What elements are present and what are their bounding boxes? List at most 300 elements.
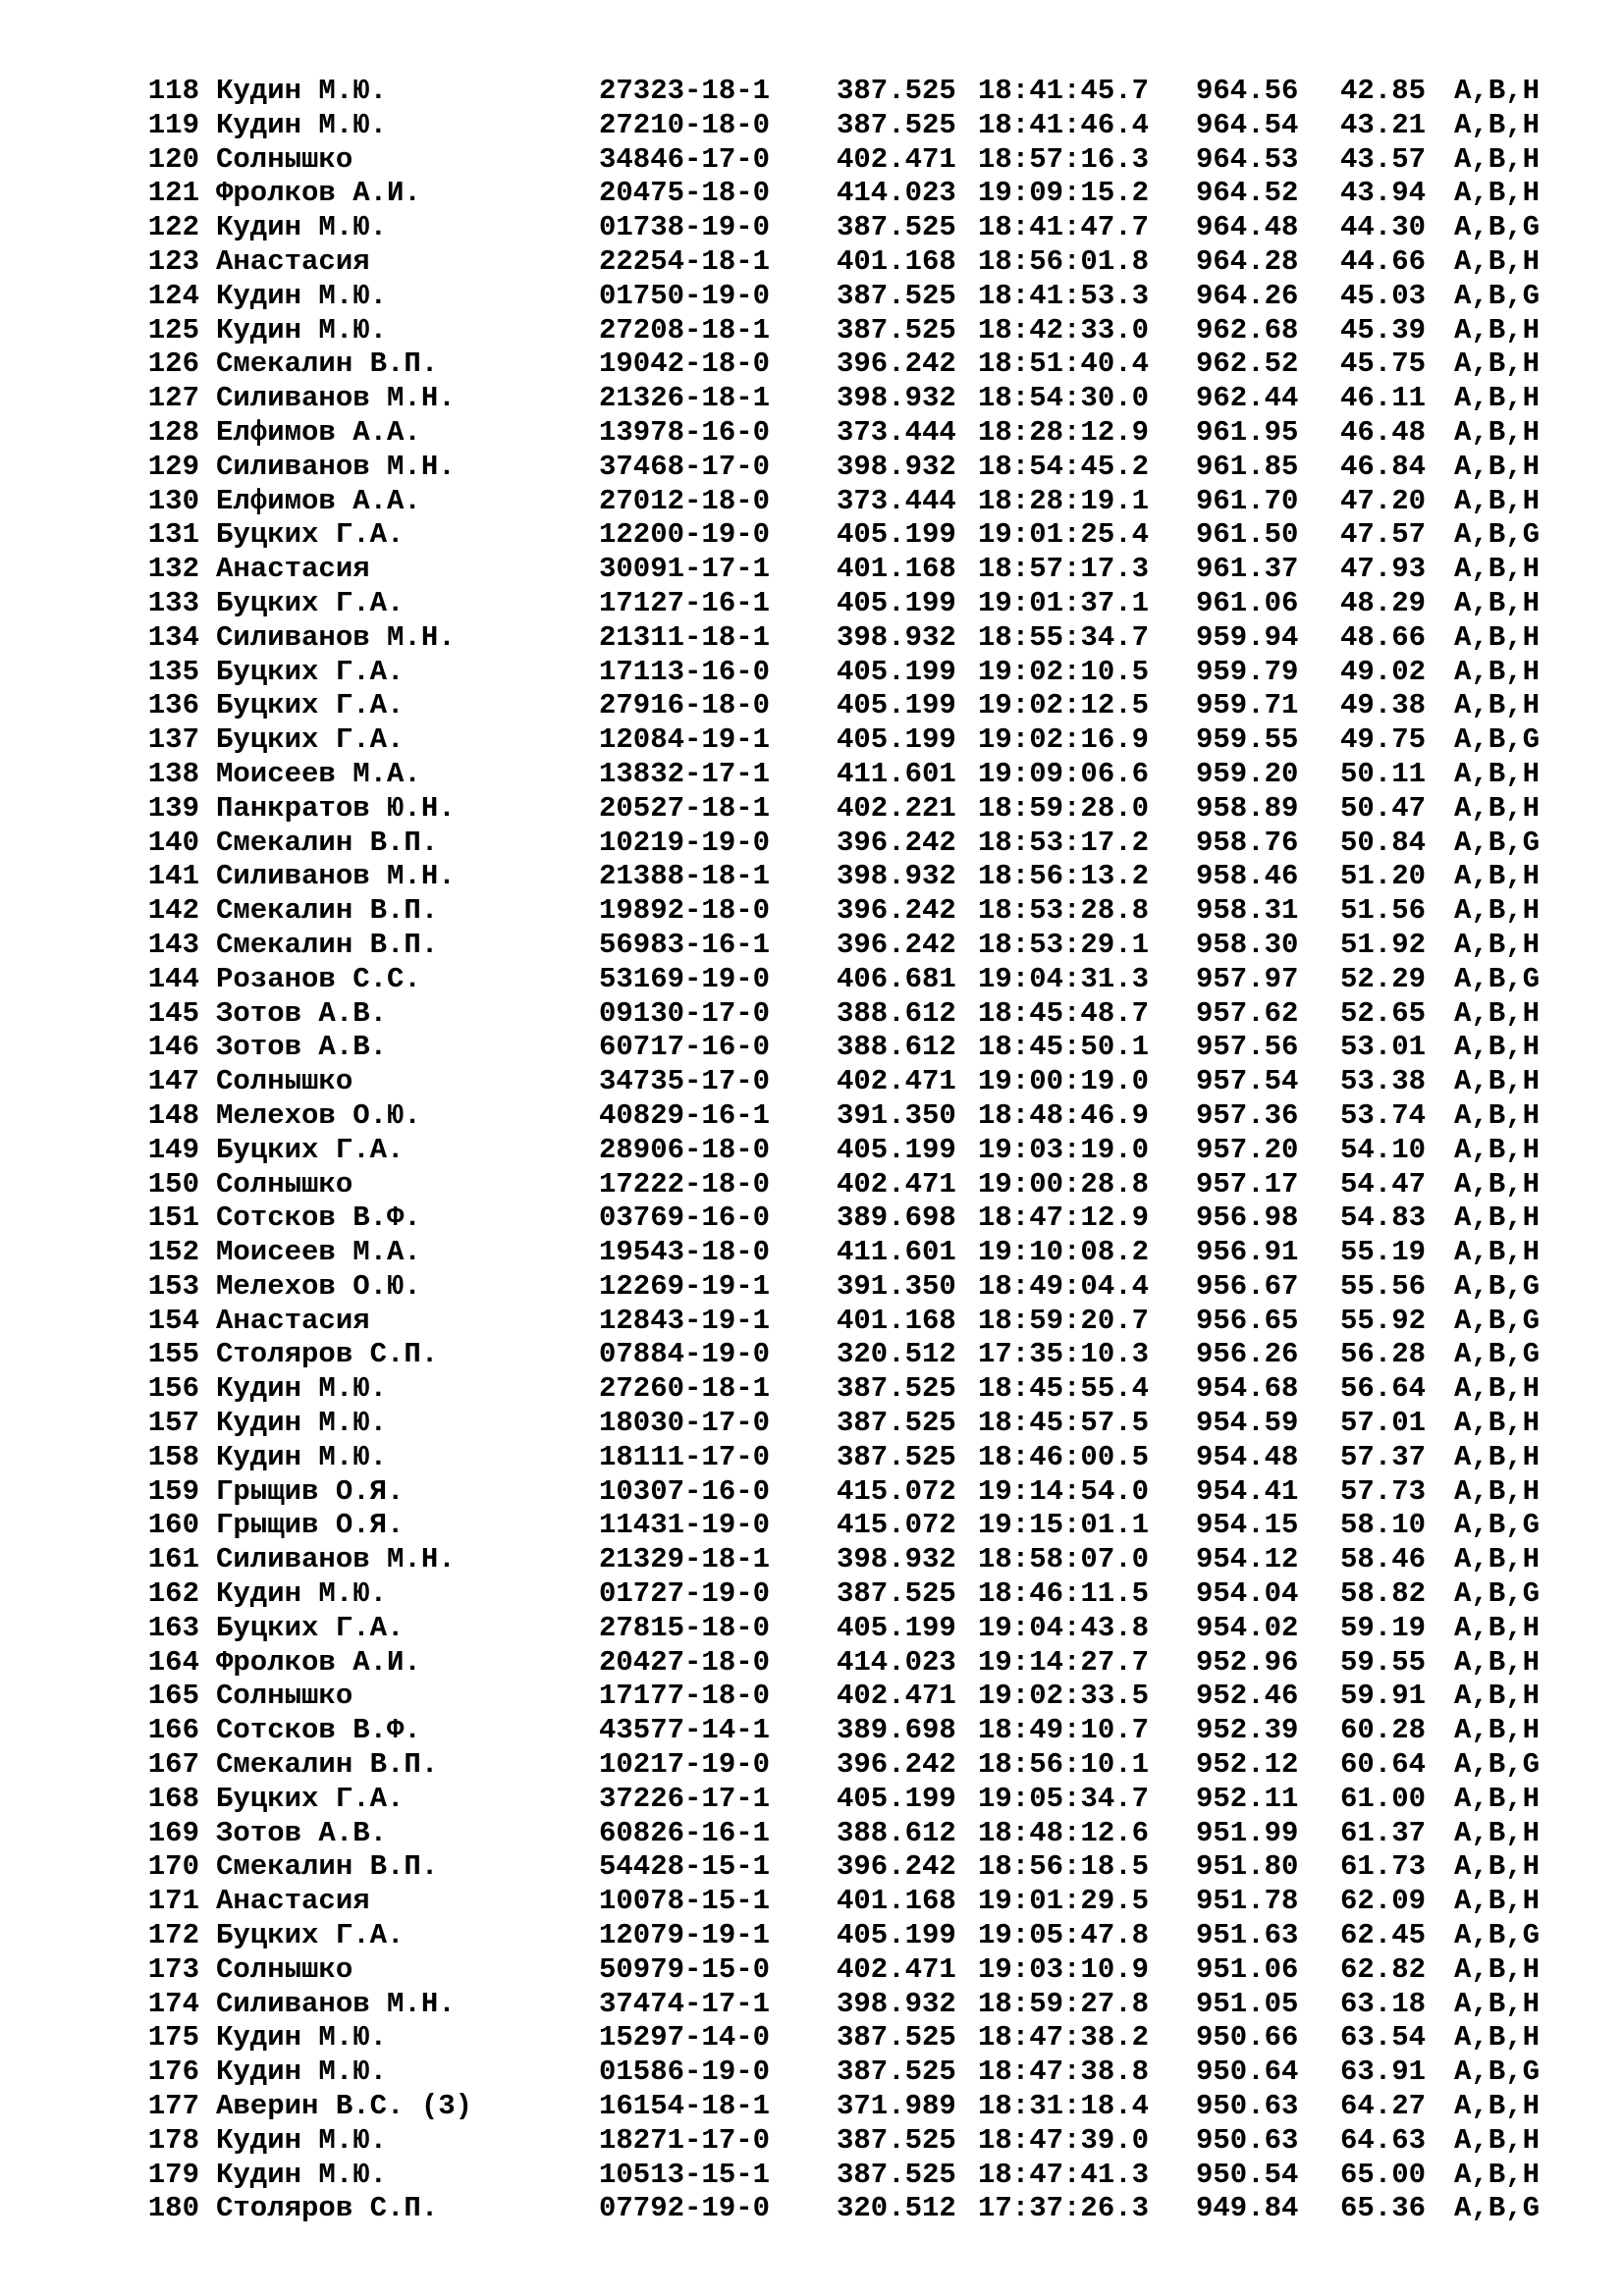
arrival-time: 19:14:54.0 [978, 1474, 1150, 1508]
arrival-time: 18:56:18.5 [978, 1850, 1150, 1884]
place-number: 120 [147, 142, 199, 176]
percent-value: 63.54 [1340, 2021, 1427, 2055]
table-row [144, 758, 1548, 792]
owner-name: Кудин М.Ю. [216, 211, 388, 244]
speed-value: 956.67 [1196, 1269, 1299, 1303]
place-number: 170 [147, 1850, 199, 1884]
arrival-time: 18:47:38.2 [978, 2021, 1150, 2055]
distance-value: 387.525 [837, 1372, 956, 1406]
percent-value: 63.91 [1340, 2056, 1427, 2089]
ring-number: 19543-18-0 [599, 1236, 771, 1269]
distance-value: 401.168 [837, 1304, 956, 1337]
arrival-time: 18:47:41.3 [978, 2158, 1150, 2191]
distance-value: 388.612 [837, 996, 956, 1030]
table-row [144, 894, 1548, 929]
speed-value: 964.53 [1196, 142, 1299, 176]
flags-value: A,B,H [1454, 1680, 1541, 1713]
owner-name: Солнышко [216, 1065, 353, 1098]
ring-number: 43577-14-1 [599, 1714, 771, 1747]
flags-value: A,B,H [1454, 1098, 1541, 1132]
place-number: 166 [147, 1714, 199, 1747]
flags-value: A,B,H [1454, 2158, 1541, 2191]
table-row [144, 1305, 1548, 1339]
distance-value: 387.525 [837, 211, 956, 244]
ring-number: 10219-19-0 [599, 826, 771, 859]
speed-value: 952.46 [1196, 1680, 1299, 1713]
distance-value: 373.444 [837, 484, 956, 517]
owner-name: Смекалин В.П. [216, 1748, 439, 1782]
speed-value: 951.80 [1196, 1850, 1299, 1884]
arrival-time: 18:31:18.4 [978, 2090, 1150, 2123]
flags-value: A,B,H [1454, 347, 1541, 381]
percent-value: 61.00 [1340, 1782, 1427, 1815]
percent-value: 45.39 [1340, 313, 1427, 347]
owner-name: Солнышко [216, 1952, 353, 1986]
flags-value: A,B,G [1454, 723, 1541, 757]
speed-value: 961.50 [1196, 518, 1299, 552]
percent-value: 51.56 [1340, 894, 1427, 928]
arrival-time: 18:56:13.2 [978, 860, 1150, 893]
place-number: 147 [147, 1065, 199, 1098]
speed-value: 949.84 [1196, 2192, 1299, 2225]
owner-name: Кудин М.Ю. [216, 2021, 388, 2055]
percent-value: 46.48 [1340, 415, 1427, 449]
place-number: 167 [147, 1748, 199, 1782]
distance-value: 320.512 [837, 2192, 956, 2225]
place-number: 164 [147, 1645, 199, 1679]
flags-value: A,B,G [1454, 1269, 1541, 1303]
ring-number: 20527-18-1 [599, 791, 771, 825]
distance-value: 402.471 [837, 142, 956, 176]
speed-value: 951.99 [1196, 1816, 1299, 1849]
place-number: 129 [147, 450, 199, 483]
table-row [144, 723, 1548, 758]
distance-value: 396.242 [837, 347, 956, 381]
ring-number: 17113-16-0 [599, 655, 771, 688]
speed-value: 954.04 [1196, 1577, 1299, 1611]
distance-value: 402.471 [837, 1065, 956, 1098]
arrival-time: 17:37:26.3 [978, 2192, 1150, 2225]
percent-value: 62.45 [1340, 1919, 1427, 1952]
place-number: 146 [147, 1031, 199, 1064]
percent-value: 56.64 [1340, 1372, 1427, 1406]
speed-value: 956.91 [1196, 1236, 1299, 1269]
owner-name: Фролков А.И. [216, 1645, 421, 1679]
table-row [144, 1338, 1548, 1372]
owner-name: Моисеев М.А. [216, 757, 421, 790]
flags-value: A,B,H [1454, 1714, 1541, 1747]
speed-value: 954.68 [1196, 1372, 1299, 1406]
ring-number: 17127-16-1 [599, 586, 771, 619]
place-number: 137 [147, 723, 199, 757]
ring-number: 54428-15-1 [599, 1850, 771, 1884]
arrival-time: 19:01:37.1 [978, 586, 1150, 619]
flags-value: A,B,H [1454, 996, 1541, 1030]
speed-value: 951.63 [1196, 1919, 1299, 1952]
percent-value: 50.11 [1340, 757, 1427, 790]
flags-value: A,B,H [1454, 689, 1541, 722]
speed-value: 951.06 [1196, 1952, 1299, 1986]
ring-number: 09130-17-0 [599, 996, 771, 1030]
percent-value: 65.36 [1340, 2192, 1427, 2225]
speed-value: 957.20 [1196, 1133, 1299, 1166]
ring-number: 19892-18-0 [599, 894, 771, 928]
table-row [144, 656, 1548, 690]
place-number: 162 [147, 1577, 199, 1611]
distance-value: 389.698 [837, 1714, 956, 1747]
percent-value: 59.55 [1340, 1645, 1427, 1679]
owner-name: Смекалин В.П. [216, 928, 439, 961]
place-number: 126 [147, 347, 199, 381]
ring-number: 21311-18-1 [599, 620, 771, 654]
owner-name: Анастасия [216, 553, 370, 586]
ring-number: 12200-19-0 [599, 518, 771, 552]
flags-value: A,B,H [1454, 1236, 1541, 1269]
flags-value: A,B,H [1454, 1065, 1541, 1098]
flags-value: A,B,H [1454, 928, 1541, 961]
percent-value: 53.38 [1340, 1065, 1427, 1098]
table-row [144, 1270, 1548, 1305]
percent-value: 56.28 [1340, 1338, 1427, 1371]
place-number: 123 [147, 244, 199, 278]
ring-number: 01750-19-0 [599, 279, 771, 312]
distance-value: 398.932 [837, 860, 956, 893]
distance-value: 406.681 [837, 962, 956, 995]
distance-value: 415.072 [837, 1509, 956, 1542]
owner-name: Зотов А.В. [216, 1031, 388, 1064]
place-number: 180 [147, 2192, 199, 2225]
place-number: 151 [147, 1201, 199, 1235]
flags-value: A,B,H [1454, 1885, 1541, 1918]
place-number: 138 [147, 757, 199, 790]
arrival-time: 19:04:43.8 [978, 1611, 1150, 1644]
percent-value: 53.01 [1340, 1031, 1427, 1064]
table-row [144, 143, 1548, 178]
owner-name: Силиванов М.Н. [216, 860, 456, 893]
percent-value: 53.74 [1340, 1098, 1427, 1132]
arrival-time: 18:41:45.7 [978, 75, 1150, 107]
place-number: 130 [147, 484, 199, 517]
ring-number: 37226-17-1 [599, 1782, 771, 1815]
distance-value: 320.512 [837, 1338, 956, 1371]
speed-value: 957.97 [1196, 962, 1299, 995]
arrival-time: 18:45:50.1 [978, 1031, 1150, 1064]
owner-name: Анастасия [216, 244, 370, 278]
percent-value: 45.03 [1340, 279, 1427, 312]
ring-number: 34735-17-0 [599, 1065, 771, 1098]
distance-value: 387.525 [837, 108, 956, 141]
place-number: 119 [147, 108, 199, 141]
arrival-time: 17:35:10.3 [978, 1338, 1150, 1371]
owner-name: Силиванов М.Н. [216, 620, 456, 654]
distance-value: 396.242 [837, 1748, 956, 1782]
owner-name: Смекалин В.П. [216, 826, 439, 859]
table-row [144, 963, 1548, 997]
flags-value: A,B,H [1454, 1816, 1541, 1849]
arrival-time: 18:42:33.0 [978, 313, 1150, 347]
flags-value: A,B,G [1454, 2192, 1541, 2225]
place-number: 153 [147, 1269, 199, 1303]
flags-value: A,B,H [1454, 1850, 1541, 1884]
distance-value: 398.932 [837, 1543, 956, 1576]
percent-value: 46.11 [1340, 382, 1427, 415]
ring-number: 01738-19-0 [599, 211, 771, 244]
table-row [144, 1885, 1548, 1919]
percent-value: 44.66 [1340, 244, 1427, 278]
percent-value: 60.64 [1340, 1748, 1427, 1782]
speed-value: 958.46 [1196, 860, 1299, 893]
distance-value: 391.350 [837, 1269, 956, 1303]
place-number: 156 [147, 1372, 199, 1406]
percent-value: 45.75 [1340, 347, 1427, 381]
owner-name: Анастасия [216, 1304, 370, 1337]
flags-value: A,B,H [1454, 1952, 1541, 1986]
percent-value: 57.37 [1340, 1440, 1427, 1473]
speed-value: 964.56 [1196, 75, 1299, 107]
place-number: 143 [147, 928, 199, 961]
flags-value: A,B,H [1454, 1133, 1541, 1166]
distance-value: 387.525 [837, 2123, 956, 2157]
arrival-time: 18:48:46.9 [978, 1098, 1150, 1132]
flags-value: A,B,H [1454, 1031, 1541, 1064]
owner-name: Кудин М.Ю. [216, 1577, 388, 1611]
percent-value: 43.21 [1340, 108, 1427, 141]
ring-number: 40829-16-1 [599, 1098, 771, 1132]
place-number: 154 [147, 1304, 199, 1337]
arrival-time: 18:48:12.6 [978, 1816, 1150, 1849]
table-row [144, 347, 1548, 382]
distance-value: 415.072 [837, 1474, 956, 1508]
owner-name: Буцких Г.А. [216, 518, 405, 552]
distance-value: 387.525 [837, 2158, 956, 2191]
place-number: 152 [147, 1236, 199, 1269]
owner-name: Кудин М.Ю. [216, 2158, 388, 2191]
owner-name: Фролков А.И. [216, 177, 421, 210]
distance-value: 414.023 [837, 177, 956, 210]
distance-value: 388.612 [837, 1816, 956, 1849]
percent-value: 54.10 [1340, 1133, 1427, 1166]
owner-name: Грыщив О.Я. [216, 1509, 405, 1542]
speed-value: 951.78 [1196, 1885, 1299, 1918]
ring-number: 27916-18-0 [599, 689, 771, 722]
place-number: 163 [147, 1611, 199, 1644]
speed-value: 959.94 [1196, 620, 1299, 654]
ring-number: 37468-17-0 [599, 450, 771, 483]
arrival-time: 18:56:01.8 [978, 244, 1150, 278]
ring-number: 03769-16-0 [599, 1201, 771, 1235]
ring-number: 30091-17-1 [599, 553, 771, 586]
speed-value: 957.62 [1196, 996, 1299, 1030]
place-number: 133 [147, 586, 199, 619]
flags-value: A,B,H [1454, 1987, 1541, 2020]
table-row [144, 485, 1548, 519]
speed-value: 952.96 [1196, 1645, 1299, 1679]
arrival-time: 19:03:10.9 [978, 1952, 1150, 1986]
table-row [144, 1201, 1548, 1236]
ring-number: 19042-18-0 [599, 347, 771, 381]
owner-name: Кудин М.Ю. [216, 108, 388, 141]
arrival-time: 19:05:47.8 [978, 1919, 1150, 1952]
distance-value: 411.601 [837, 757, 956, 790]
percent-value: 47.20 [1340, 484, 1427, 517]
table-row [144, 211, 1548, 245]
speed-value: 964.52 [1196, 177, 1299, 210]
arrival-time: 18:51:40.4 [978, 347, 1150, 381]
distance-value: 388.612 [837, 1031, 956, 1064]
place-number: 165 [147, 1680, 199, 1713]
percent-value: 63.18 [1340, 1987, 1427, 2020]
table-row [144, 827, 1548, 861]
place-number: 124 [147, 279, 199, 312]
percent-value: 61.73 [1340, 1850, 1427, 1884]
arrival-time: 18:45:48.7 [978, 996, 1150, 1030]
speed-value: 950.63 [1196, 2090, 1299, 2123]
arrival-time: 18:59:27.8 [978, 1987, 1150, 2020]
table-row [144, 1680, 1548, 1714]
distance-value: 398.932 [837, 450, 956, 483]
speed-value: 964.26 [1196, 279, 1299, 312]
arrival-time: 19:02:10.5 [978, 655, 1150, 688]
speed-value: 950.63 [1196, 2123, 1299, 2157]
place-number: 161 [147, 1543, 199, 1576]
table-row [144, 997, 1548, 1032]
percent-value: 46.84 [1340, 450, 1427, 483]
percent-value: 58.82 [1340, 1577, 1427, 1611]
flags-value: A,B,H [1454, 553, 1541, 586]
distance-value: 402.221 [837, 791, 956, 825]
flags-value: A,B,H [1454, 1372, 1541, 1406]
speed-value: 957.54 [1196, 1065, 1299, 1098]
owner-name: Елфимов А.А. [216, 484, 421, 517]
arrival-time: 19:15:01.1 [978, 1509, 1150, 1542]
flags-value: A,B,H [1454, 75, 1541, 107]
flags-value: A,B,H [1454, 860, 1541, 893]
ring-number: 53169-19-0 [599, 962, 771, 995]
owner-name: Аверин В.С. (3) [216, 2090, 473, 2123]
ring-number: 12079-19-1 [599, 1919, 771, 1952]
flags-value: A,B,H [1454, 1611, 1541, 1644]
flags-value: A,B,H [1454, 757, 1541, 790]
flags-value: A,B,H [1454, 177, 1541, 210]
arrival-time: 18:55:34.7 [978, 620, 1150, 654]
results-list [144, 75, 1548, 2226]
speed-value: 958.30 [1196, 928, 1299, 961]
arrival-time: 19:10:08.2 [978, 1236, 1150, 1269]
place-number: 155 [147, 1338, 199, 1371]
arrival-time: 18:53:17.2 [978, 826, 1150, 859]
owner-name: Кудин М.Ю. [216, 75, 388, 107]
ring-number: 27210-18-0 [599, 108, 771, 141]
owner-name: Буцких Г.А. [216, 1133, 405, 1166]
distance-value: 401.168 [837, 553, 956, 586]
arrival-time: 18:57:16.3 [978, 142, 1150, 176]
speed-value: 959.20 [1196, 757, 1299, 790]
owner-name: Буцких Г.А. [216, 1919, 405, 1952]
flags-value: A,B,G [1454, 1304, 1541, 1337]
distance-value: 396.242 [837, 1850, 956, 1884]
table-row [144, 1031, 1548, 1065]
place-number: 140 [147, 826, 199, 859]
owner-name: Кудин М.Ю. [216, 1440, 388, 1473]
percent-value: 51.92 [1340, 928, 1427, 961]
ring-number: 15297-14-0 [599, 2021, 771, 2055]
table-row [144, 1817, 1548, 1851]
arrival-time: 19:14:27.7 [978, 1645, 1150, 1679]
flags-value: A,B,G [1454, 1919, 1541, 1952]
speed-value: 964.48 [1196, 211, 1299, 244]
arrival-time: 18:28:12.9 [978, 415, 1150, 449]
ring-number: 27260-18-1 [599, 1372, 771, 1406]
place-number: 127 [147, 382, 199, 415]
distance-value: 401.168 [837, 244, 956, 278]
ring-number: 27012-18-0 [599, 484, 771, 517]
percent-value: 57.01 [1340, 1407, 1427, 1440]
ring-number: 60717-16-0 [599, 1031, 771, 1064]
ring-number: 56983-16-1 [599, 928, 771, 961]
arrival-time: 18:41:46.4 [978, 108, 1150, 141]
percent-value: 50.84 [1340, 826, 1427, 859]
distance-value: 405.199 [837, 1611, 956, 1644]
percent-value: 43.94 [1340, 177, 1427, 210]
place-number: 150 [147, 1167, 199, 1201]
place-number: 125 [147, 313, 199, 347]
percent-value: 44.30 [1340, 211, 1427, 244]
owner-name: Столяров С.П. [216, 2192, 439, 2225]
flags-value: A,B,H [1454, 1782, 1541, 1815]
place-number: 169 [147, 1816, 199, 1849]
place-number: 135 [147, 655, 199, 688]
ring-number: 17222-18-0 [599, 1167, 771, 1201]
owner-name: Мелехов О.Ю. [216, 1098, 421, 1132]
arrival-time: 18:45:57.5 [978, 1407, 1150, 1440]
place-number: 173 [147, 1952, 199, 1986]
arrival-time: 18:28:19.1 [978, 484, 1150, 517]
place-number: 121 [147, 177, 199, 210]
table-row [144, 621, 1548, 656]
ring-number: 27815-18-0 [599, 1611, 771, 1644]
owner-name: Панкратов Ю.Н. [216, 791, 456, 825]
place-number: 139 [147, 791, 199, 825]
owner-name: Буцких Г.А. [216, 1782, 405, 1815]
speed-value: 956.65 [1196, 1304, 1299, 1337]
percent-value: 57.73 [1340, 1474, 1427, 1508]
table-row [144, 1441, 1548, 1475]
owner-name: Смекалин В.П. [216, 347, 439, 381]
ring-number: 01586-19-0 [599, 2056, 771, 2089]
table-row [144, 1099, 1548, 1134]
distance-value: 396.242 [837, 928, 956, 961]
speed-value: 961.70 [1196, 484, 1299, 517]
flags-value: A,B,H [1454, 108, 1541, 141]
flags-value: A,B,G [1454, 1577, 1541, 1611]
arrival-time: 18:47:39.0 [978, 2123, 1150, 2157]
distance-value: 398.932 [837, 620, 956, 654]
distance-value: 402.471 [837, 1680, 956, 1713]
owner-name: Смекалин В.П. [216, 1850, 439, 1884]
owner-name: Елфимов А.А. [216, 415, 421, 449]
distance-value: 387.525 [837, 1407, 956, 1440]
arrival-time: 19:01:29.5 [978, 1885, 1150, 1918]
speed-value: 950.64 [1196, 2056, 1299, 2089]
distance-value: 387.525 [837, 279, 956, 312]
speed-value: 950.54 [1196, 2158, 1299, 2191]
distance-value: 387.525 [837, 2056, 956, 2089]
percent-value: 60.28 [1340, 1714, 1427, 1747]
place-number: 141 [147, 860, 199, 893]
percent-value: 52.29 [1340, 962, 1427, 995]
owner-name: Солнышко [216, 142, 353, 176]
distance-value: 405.199 [837, 1782, 956, 1815]
